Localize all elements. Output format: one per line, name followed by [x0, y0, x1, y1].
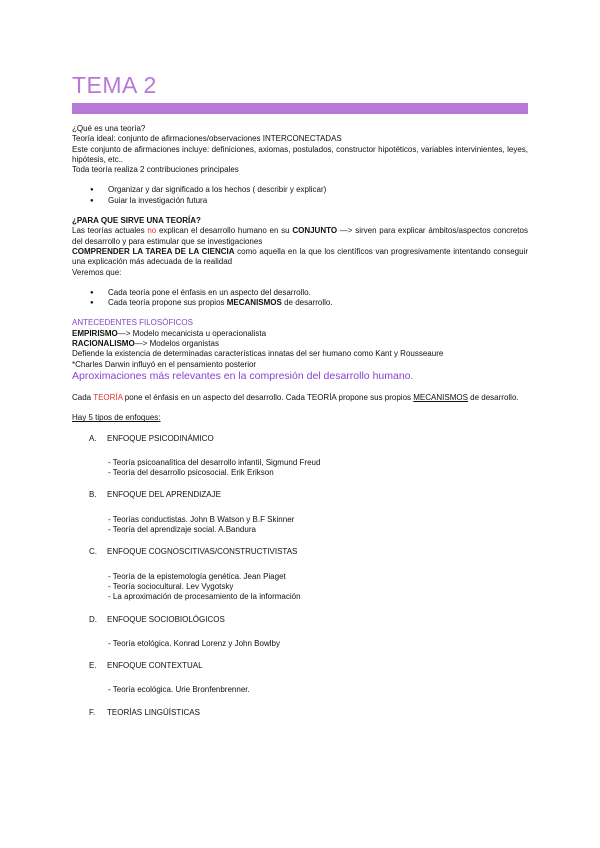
- antecedentes-heading: ANTECEDENTES FILOSÓFICOS: [72, 318, 193, 328]
- page-title: TEMA 2: [72, 72, 157, 98]
- q2-p1-a: Las teorías actuales: [72, 226, 148, 236]
- enfoque-a: [72, 434, 528, 479]
- racionalismo-bold: RACIONALISMO: [72, 339, 135, 349]
- list-item: [72, 298, 528, 308]
- enfoque-name: ENFOQUE PSICODINÁMICO: [107, 433, 214, 443]
- enfoque-letter: C.: [89, 547, 97, 557]
- enfoque-name: ENFOQUE SOCIOBIOLÓGICOS: [107, 614, 225, 624]
- enfoque-letter: D.: [89, 614, 97, 624]
- document-body: [72, 124, 528, 718]
- q2-bullet-2-after: de desarrollo.: [281, 298, 333, 308]
- list-item: - La aproximación de procesamiento de la información: [108, 592, 301, 602]
- list-item: ● Organizar y dar significado a los hechos ( describir y explicar): [72, 185, 528, 195]
- defiende: Defiende la existencia de determinadas características innatas del ser humano como Kant y Rousseaure: [72, 349, 444, 359]
- cada-mecanismos: MECANISMOS: [413, 392, 468, 402]
- q1-ideal: [72, 134, 528, 144]
- q2-p2-rest: como aquella en la que los científicos van progresivamente intentando conseguir una explicación más adecuada de la realidad: [72, 246, 529, 267]
- q1-funciones: Toda teoría realiza 2 contribuciones principales: [72, 165, 239, 175]
- cada-a: Cada: [72, 392, 94, 402]
- enfoque-e: [72, 661, 528, 696]
- q2-bullet-1-text: Cada teoría pone el énfasis en un aspecto del desarrollo.: [108, 287, 311, 297]
- q2-p1-bold: CONJUNTO: [292, 226, 338, 236]
- list-item: - Teoría del desarrollo psicosocial. Erik Erikson: [108, 468, 274, 478]
- enfoque-name: TEORÍAS LINGÜÍSTICAS: [107, 707, 200, 717]
- q2-p1-c: —> sirven para explicar ámbitos/aspectos concretos del desarrollo y para estimular que se investigaciones: [72, 226, 528, 246]
- q2-bullet-2-bold: MECANISMOS: [226, 298, 282, 308]
- enfoque-name: ENFOQUE CONTEXTUAL: [107, 661, 203, 671]
- enfoque-letter: E.: [89, 661, 97, 671]
- list-item: ● Guiar la investigación futura: [72, 196, 528, 206]
- q2-p1-red: no: [147, 226, 157, 236]
- enfoque-name: ENFOQUE DEL APRENDIZAJE: [107, 490, 221, 500]
- q1-bullets: [72, 185, 528, 206]
- q2-p1: [72, 226, 528, 247]
- q2-p2-bold: COMPRENDER LA TAREA DE LA CIENCIA: [72, 246, 235, 256]
- enfoque-c: [72, 547, 528, 602]
- cada-b: pone el énfasis en un aspecto del desarrollo. Cada TEORÍA propone sus propios: [122, 392, 414, 402]
- list-item: - Teoría etológica. Konrad Lorenz y John Bowlby: [108, 638, 280, 648]
- q2-bullets: [72, 288, 528, 309]
- cada-c: de desarrollo.: [467, 392, 519, 402]
- enfoque-f: [72, 708, 528, 718]
- list-item: - Teorías conductistas. John B Watson y B.F Skinner: [108, 514, 295, 524]
- cada-teoria-red: TEORÍA: [93, 392, 123, 402]
- q1-incluye: Este conjunto de afirmaciones incluye: definiciones, axiomas, postulados, constructor hipotéticos, variables intervinientes, leyes, hipótesis, etc..: [72, 144, 528, 164]
- enfoque-name: ENFOQUE COGNOSCITIVAS/CONSTRUCTIVISTAS: [107, 547, 298, 557]
- racionalismo-rest: —> Modelos organistas: [134, 339, 219, 349]
- cada-teoria: [72, 393, 528, 403]
- q2-p2: [72, 247, 528, 268]
- racionalismo: [72, 339, 528, 349]
- enfoque-letter: F.: [89, 707, 96, 717]
- q2-bullet-2-text: Cada teoría propone sus propios: [108, 298, 227, 308]
- q1-heading: ¿Qué es una teoría?: [72, 124, 146, 133]
- hay-tipos: Hay 5 tipos de enfoques:: [72, 413, 161, 423]
- q2-veremos: Veremos que:: [72, 267, 122, 277]
- list-item: - Teoría sociocultural. Lev Vygotsky: [108, 581, 234, 591]
- title-bar: [72, 103, 528, 114]
- empirismo-rest: —> Modelo mecanicista u operacionalista: [117, 328, 267, 338]
- q1-ideal-bold: INTERCONECTADAS: [262, 134, 342, 144]
- q1-ideal-prefix: Teoría ideal: conjunto de afirmaciones/observaciones: [72, 134, 263, 144]
- list-item: - Teoría psicoanalítica del desarrollo infantil, Sigmund Freud: [108, 457, 321, 467]
- empirismo: [72, 329, 528, 339]
- list-item: - Teoría de la epistemología genética. Jean Piaget: [108, 571, 286, 581]
- list-item: - Teoría ecológica. Urie Bronfenbrenner.: [108, 685, 250, 695]
- enfoque-letter: B.: [89, 490, 97, 500]
- list-item: - Teoría del aprendizaje social. A.Bandura: [108, 525, 256, 535]
- enfoque-letter: A.: [89, 433, 97, 443]
- darwin: *Charles Darwin influyó en el pensamiento posterior: [72, 359, 257, 369]
- q2-p1-b: explican el desarrollo humano en su: [156, 226, 293, 236]
- empirismo-bold: EMPIRISMO: [72, 328, 118, 338]
- enfoque-d: [72, 615, 528, 650]
- enfoque-b: [72, 490, 528, 535]
- list-item: [72, 288, 528, 298]
- aproximaciones: Aproximaciones más relevantes en la compresión del desarrollo humano.: [72, 369, 414, 382]
- q2-heading: ¿PARA QUE SIRVE UNA TEORÍA?: [72, 216, 201, 226]
